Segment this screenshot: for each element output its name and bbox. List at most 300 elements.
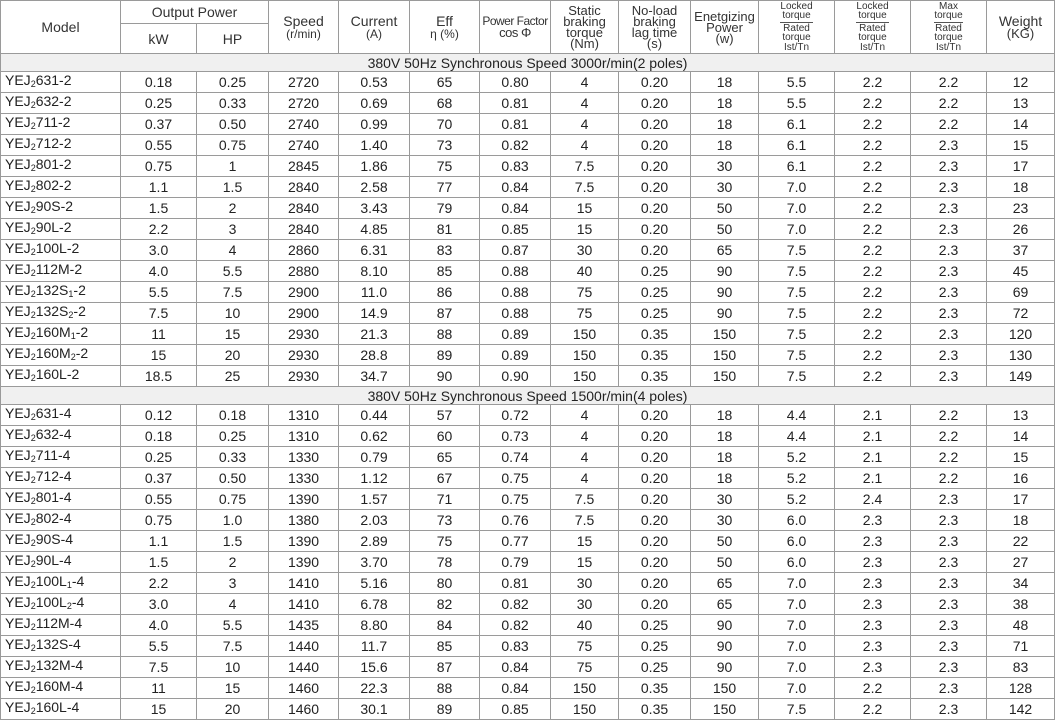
value-cell: 30 (551, 594, 619, 615)
value-cell: 2.2 (835, 93, 911, 114)
value-cell: 34.7 (339, 366, 410, 387)
value-cell: 0.83 (480, 636, 551, 657)
header-power-factor: Power Factor cos Φ (480, 1, 551, 54)
value-cell: 2740 (269, 114, 339, 135)
value-cell: 78 (410, 552, 480, 573)
value-cell: 1390 (269, 489, 339, 510)
table-row (1, 303, 1055, 324)
value-cell: 73 (410, 135, 480, 156)
value-cell: 5.5 (121, 636, 197, 657)
model-cell: $YEJ_2100L-2$ (1, 240, 121, 261)
value-cell: 2.2 (835, 72, 911, 93)
value-cell: 7.0 (759, 636, 835, 657)
value-cell: 4.4 (759, 426, 835, 447)
table-row (1, 426, 1055, 447)
value-cell: 13 (987, 93, 1055, 114)
header-current: Current (A) (339, 1, 410, 54)
table-row (1, 366, 1055, 387)
value-cell: 1310 (269, 426, 339, 447)
value-cell: 2.58 (339, 177, 410, 198)
table-row (1, 489, 1055, 510)
value-cell: 2.89 (339, 531, 410, 552)
value-cell: 0.20 (619, 426, 691, 447)
value-cell: 18 (691, 93, 759, 114)
value-cell: 0.37 (121, 468, 197, 489)
table-row (1, 699, 1055, 720)
value-cell: 30 (551, 573, 619, 594)
value-cell: 38 (987, 594, 1055, 615)
value-cell: 26 (987, 219, 1055, 240)
value-cell: 0.20 (619, 240, 691, 261)
value-cell: 2.3 (911, 699, 987, 720)
value-cell: 7.5 (197, 282, 269, 303)
table-row (1, 594, 1055, 615)
value-cell: 7.5 (759, 261, 835, 282)
value-cell: 2.03 (339, 510, 410, 531)
header-eff: Eff η (%) (410, 1, 480, 54)
value-cell: 8.80 (339, 615, 410, 636)
value-cell: 0.55 (121, 489, 197, 510)
value-cell: 2.2 (911, 114, 987, 135)
value-cell: 1330 (269, 468, 339, 489)
value-cell: 2.3 (911, 615, 987, 636)
value-cell: 15 (197, 678, 269, 699)
value-cell: 2720 (269, 72, 339, 93)
model-cell: $YEJ_2132S-4$ (1, 636, 121, 657)
value-cell: 5.5 (759, 93, 835, 114)
value-cell: 14.9 (339, 303, 410, 324)
value-cell: 20 (197, 699, 269, 720)
value-cell: 75 (410, 531, 480, 552)
value-cell: 0.82 (480, 594, 551, 615)
value-cell: 0.50 (197, 114, 269, 135)
value-cell: 0.85 (480, 699, 551, 720)
value-cell: 7.0 (759, 594, 835, 615)
value-cell: 0.76 (480, 510, 551, 531)
value-cell: 0.50 (197, 468, 269, 489)
value-cell: 0.79 (339, 447, 410, 468)
value-cell: 0.82 (480, 615, 551, 636)
value-cell: 70 (410, 114, 480, 135)
table-row (1, 510, 1055, 531)
value-cell: 0.82 (480, 135, 551, 156)
value-cell: 2.2 (911, 72, 987, 93)
value-cell: 7.5 (121, 303, 197, 324)
section-header (1, 387, 1055, 405)
model-cell: $YEJ_2711-2$ (1, 114, 121, 135)
value-cell: 0.18 (197, 405, 269, 426)
value-cell: 0.12 (121, 405, 197, 426)
header-max-torque-ratio: Max torque Rated torque Ist/Tn (911, 1, 987, 54)
value-cell: 3 (197, 573, 269, 594)
table-row (1, 447, 1055, 468)
value-cell: 2.2 (835, 282, 911, 303)
value-cell: 1390 (269, 552, 339, 573)
value-cell: 77 (410, 177, 480, 198)
model-cell: $YEJ_2802-4$ (1, 510, 121, 531)
value-cell: 0.53 (339, 72, 410, 93)
value-cell: 2.3 (835, 657, 911, 678)
value-cell: 5.16 (339, 573, 410, 594)
value-cell: 15 (987, 447, 1055, 468)
value-cell: 2.2 (835, 156, 911, 177)
value-cell: 4 (551, 135, 619, 156)
value-cell: 7.5 (759, 699, 835, 720)
value-cell: 3.43 (339, 198, 410, 219)
value-cell: 1.5 (121, 552, 197, 573)
value-cell: 1410 (269, 594, 339, 615)
table-row (1, 177, 1055, 198)
value-cell: 0.35 (619, 345, 691, 366)
table-row (1, 72, 1055, 93)
value-cell: 1.1 (121, 531, 197, 552)
value-cell: 68 (410, 93, 480, 114)
value-cell: 8.10 (339, 261, 410, 282)
value-cell: 65 (691, 240, 759, 261)
table-row (1, 636, 1055, 657)
value-cell: 7.5 (551, 510, 619, 531)
value-cell: 20 (197, 345, 269, 366)
value-cell: 90 (691, 303, 759, 324)
value-cell: 6.31 (339, 240, 410, 261)
value-cell: 0.73 (480, 426, 551, 447)
value-cell: 14 (987, 114, 1055, 135)
value-cell: 86 (410, 282, 480, 303)
value-cell: 2.2 (835, 114, 911, 135)
value-cell: 50 (691, 219, 759, 240)
value-cell: 2.3 (911, 261, 987, 282)
value-cell: 150 (691, 324, 759, 345)
model-cell: $YEJ_290L-2$ (1, 219, 121, 240)
table-row (1, 135, 1055, 156)
value-cell: 6.0 (759, 552, 835, 573)
section-title: 380V 50Hz Synchronous Speed 1500r/min(4 poles) (1, 387, 1055, 405)
value-cell: 2.3 (911, 678, 987, 699)
header-output-power: Output Power (121, 1, 269, 24)
value-cell: 2.3 (911, 531, 987, 552)
value-cell: 7.0 (759, 615, 835, 636)
value-cell: 12 (987, 72, 1055, 93)
value-cell: 6.0 (759, 510, 835, 531)
value-cell: 50 (691, 552, 759, 573)
table-row (1, 552, 1055, 573)
value-cell: 2740 (269, 135, 339, 156)
header-locked-current-ratio: Locked torque Rated torque Ist/Tn (759, 1, 835, 54)
value-cell: 0.25 (197, 72, 269, 93)
value-cell: 2845 (269, 156, 339, 177)
value-cell: 0.44 (339, 405, 410, 426)
value-cell: 82 (410, 594, 480, 615)
value-cell: 11.7 (339, 636, 410, 657)
value-cell: 15 (551, 552, 619, 573)
table-row (1, 240, 1055, 261)
value-cell: 90 (691, 636, 759, 657)
value-cell: 89 (410, 345, 480, 366)
value-cell: 6.1 (759, 114, 835, 135)
value-cell: 0.99 (339, 114, 410, 135)
value-cell: 4 (551, 93, 619, 114)
value-cell: 0.75 (197, 135, 269, 156)
value-cell: 1.5 (197, 531, 269, 552)
value-cell: 4.0 (121, 261, 197, 282)
value-cell: 0.75 (121, 510, 197, 531)
value-cell: 1390 (269, 531, 339, 552)
header-weight: Weight (KG) (987, 1, 1055, 54)
value-cell: 2.3 (835, 636, 911, 657)
value-cell: 6.1 (759, 135, 835, 156)
value-cell: 1.5 (121, 198, 197, 219)
value-cell: 0.74 (480, 447, 551, 468)
value-cell: 15.6 (339, 657, 410, 678)
value-cell: 11.0 (339, 282, 410, 303)
value-cell: 2.2 (835, 324, 911, 345)
value-cell: 1.1 (121, 177, 197, 198)
table-row (1, 657, 1055, 678)
value-cell: 150 (691, 699, 759, 720)
value-cell: 79 (410, 198, 480, 219)
value-cell: 0.85 (480, 219, 551, 240)
model-cell: $YEJ_2132S_1-2$ (1, 282, 121, 303)
value-cell: 2.3 (911, 510, 987, 531)
value-cell: 2.2 (911, 93, 987, 114)
value-cell: 7.0 (759, 198, 835, 219)
value-cell: 0.84 (480, 198, 551, 219)
model-cell: $YEJ_2711-4$ (1, 447, 121, 468)
value-cell: 30 (551, 240, 619, 261)
value-cell: 7.0 (759, 177, 835, 198)
header-energizing-power: Enetgizing Power (w) (691, 1, 759, 54)
header-locked-torque-ratio: Locked torque Rated torque Ist/Tn (835, 1, 911, 54)
value-cell: 90 (691, 282, 759, 303)
value-cell: 0.33 (197, 447, 269, 468)
value-cell: 2.3 (835, 510, 911, 531)
value-cell: 18 (691, 447, 759, 468)
value-cell: 0.77 (480, 531, 551, 552)
value-cell: 2.2 (835, 261, 911, 282)
header-model: Model (1, 1, 121, 54)
table-row (1, 198, 1055, 219)
value-cell: 150 (691, 345, 759, 366)
value-cell: 15 (551, 198, 619, 219)
value-cell: 2.3 (835, 552, 911, 573)
value-cell: 2.2 (121, 573, 197, 594)
value-cell: 0.83 (480, 156, 551, 177)
value-cell: 88 (410, 324, 480, 345)
model-cell: $YEJ_2160M-4$ (1, 678, 121, 699)
value-cell: 1440 (269, 657, 339, 678)
value-cell: 0.20 (619, 114, 691, 135)
value-cell: 2.1 (835, 426, 911, 447)
model-cell: $YEJ_2632-4$ (1, 426, 121, 447)
value-cell: 85 (410, 636, 480, 657)
value-cell: 23 (987, 198, 1055, 219)
model-cell: $YEJ_2160M_2-2$ (1, 345, 121, 366)
value-cell: 10 (197, 657, 269, 678)
value-cell: 15 (197, 324, 269, 345)
section-header (1, 54, 1055, 72)
value-cell: 2880 (269, 261, 339, 282)
value-cell: 6.78 (339, 594, 410, 615)
value-cell: 0.69 (339, 93, 410, 114)
value-cell: 18 (691, 135, 759, 156)
value-cell: 48 (987, 615, 1055, 636)
value-cell: 2.3 (911, 594, 987, 615)
value-cell: 0.35 (619, 366, 691, 387)
table-row (1, 114, 1055, 135)
header-braking-lag-time: No-load braking lag time (s) (619, 1, 691, 54)
value-cell: 15 (121, 345, 197, 366)
value-cell: 5.2 (759, 468, 835, 489)
value-cell: 87 (410, 303, 480, 324)
value-cell: 2900 (269, 282, 339, 303)
value-cell: 7.5 (759, 324, 835, 345)
value-cell: 18 (691, 426, 759, 447)
value-cell: 2.2 (835, 240, 911, 261)
value-cell: 0.88 (480, 282, 551, 303)
value-cell: 2.2 (911, 426, 987, 447)
value-cell: 13 (987, 405, 1055, 426)
value-cell: 0.25 (619, 636, 691, 657)
value-cell: 3 (197, 219, 269, 240)
value-cell: 2.4 (835, 489, 911, 510)
model-cell: $YEJ_2801-2$ (1, 156, 121, 177)
value-cell: 149 (987, 366, 1055, 387)
value-cell: 75 (551, 636, 619, 657)
value-cell: 88 (410, 678, 480, 699)
value-cell: 1440 (269, 636, 339, 657)
value-cell: 1 (197, 156, 269, 177)
value-cell: 1310 (269, 405, 339, 426)
value-cell: 16 (987, 468, 1055, 489)
value-cell: 17 (987, 489, 1055, 510)
value-cell: 7.5 (759, 345, 835, 366)
model-cell: $YEJ_2100L_1-4$ (1, 573, 121, 594)
value-cell: 2.2 (911, 447, 987, 468)
value-cell: 2.3 (911, 219, 987, 240)
value-cell: 0.20 (619, 510, 691, 531)
value-cell: 18 (691, 468, 759, 489)
value-cell: 30 (691, 489, 759, 510)
value-cell: 150 (551, 345, 619, 366)
value-cell: 2.3 (911, 489, 987, 510)
value-cell: 2.2 (835, 135, 911, 156)
value-cell: 0.20 (619, 156, 691, 177)
value-cell: 0.25 (619, 615, 691, 636)
value-cell: 30.1 (339, 699, 410, 720)
value-cell: 11 (121, 324, 197, 345)
value-cell: 0.75 (197, 489, 269, 510)
model-cell: $YEJ_2632-2$ (1, 93, 121, 114)
value-cell: 130 (987, 345, 1055, 366)
value-cell: 0.25 (619, 303, 691, 324)
value-cell: 7.5 (551, 156, 619, 177)
value-cell: 90 (410, 366, 480, 387)
value-cell: 5.2 (759, 447, 835, 468)
table-row (1, 678, 1055, 699)
value-cell: 18 (691, 72, 759, 93)
model-cell: $YEJ_2712-2$ (1, 135, 121, 156)
value-cell: 2.3 (911, 324, 987, 345)
value-cell: 7.0 (759, 219, 835, 240)
value-cell: 90 (691, 261, 759, 282)
value-cell: 4 (551, 114, 619, 135)
value-cell: 4 (551, 426, 619, 447)
value-cell: 2.2 (835, 366, 911, 387)
value-cell: 2.3 (911, 657, 987, 678)
value-cell: 71 (410, 489, 480, 510)
value-cell: 0.25 (121, 93, 197, 114)
value-cell: 4 (197, 594, 269, 615)
value-cell: 120 (987, 324, 1055, 345)
table-row (1, 282, 1055, 303)
table-row (1, 468, 1055, 489)
value-cell: 1410 (269, 573, 339, 594)
table-row (1, 405, 1055, 426)
value-cell: 25 (197, 366, 269, 387)
value-cell: 2.3 (911, 366, 987, 387)
value-cell: 2.2 (835, 177, 911, 198)
value-cell: 0.25 (619, 282, 691, 303)
value-cell: 1.5 (197, 177, 269, 198)
model-cell: $YEJ_2631-2$ (1, 72, 121, 93)
value-cell: 2.1 (835, 405, 911, 426)
value-cell: 0.20 (619, 552, 691, 573)
value-cell: 0.62 (339, 426, 410, 447)
value-cell: 0.84 (480, 657, 551, 678)
value-cell: 0.35 (619, 699, 691, 720)
value-cell: 0.20 (619, 594, 691, 615)
value-cell: 0.20 (619, 405, 691, 426)
header-hp: HP (197, 24, 269, 54)
value-cell: 80 (410, 573, 480, 594)
value-cell: 27 (987, 552, 1055, 573)
value-cell: 0.79 (480, 552, 551, 573)
value-cell: 18.5 (121, 366, 197, 387)
value-cell: 4.4 (759, 405, 835, 426)
table-row (1, 615, 1055, 636)
value-cell: 0.81 (480, 93, 551, 114)
header-static-braking-torque: Static braking torque (Nm) (551, 1, 619, 54)
model-cell: $YEJ_2631-4$ (1, 405, 121, 426)
table-row (1, 261, 1055, 282)
value-cell: 0.35 (619, 324, 691, 345)
value-cell: 90 (691, 615, 759, 636)
value-cell: 18 (987, 510, 1055, 531)
value-cell: 65 (691, 573, 759, 594)
value-cell: 0.25 (619, 657, 691, 678)
value-cell: 15 (551, 531, 619, 552)
model-cell: $YEJ_2160L-4$ (1, 699, 121, 720)
value-cell: 0.20 (619, 72, 691, 93)
value-cell: 83 (987, 657, 1055, 678)
value-cell: 2.3 (911, 552, 987, 573)
value-cell: 21.3 (339, 324, 410, 345)
value-cell: 0.20 (619, 468, 691, 489)
value-cell: 34 (987, 573, 1055, 594)
model-cell: $YEJ_2160L-2$ (1, 366, 121, 387)
value-cell: 50 (691, 531, 759, 552)
value-cell: 85 (410, 261, 480, 282)
value-cell: 0.81 (480, 114, 551, 135)
value-cell: 2930 (269, 366, 339, 387)
table-body (1, 54, 1055, 720)
model-cell: $YEJ_2801-4$ (1, 489, 121, 510)
model-cell: $YEJ_2802-2$ (1, 177, 121, 198)
value-cell: 6.0 (759, 531, 835, 552)
value-cell: 5.5 (121, 282, 197, 303)
value-cell: 5.2 (759, 489, 835, 510)
value-cell: 0.75 (480, 468, 551, 489)
